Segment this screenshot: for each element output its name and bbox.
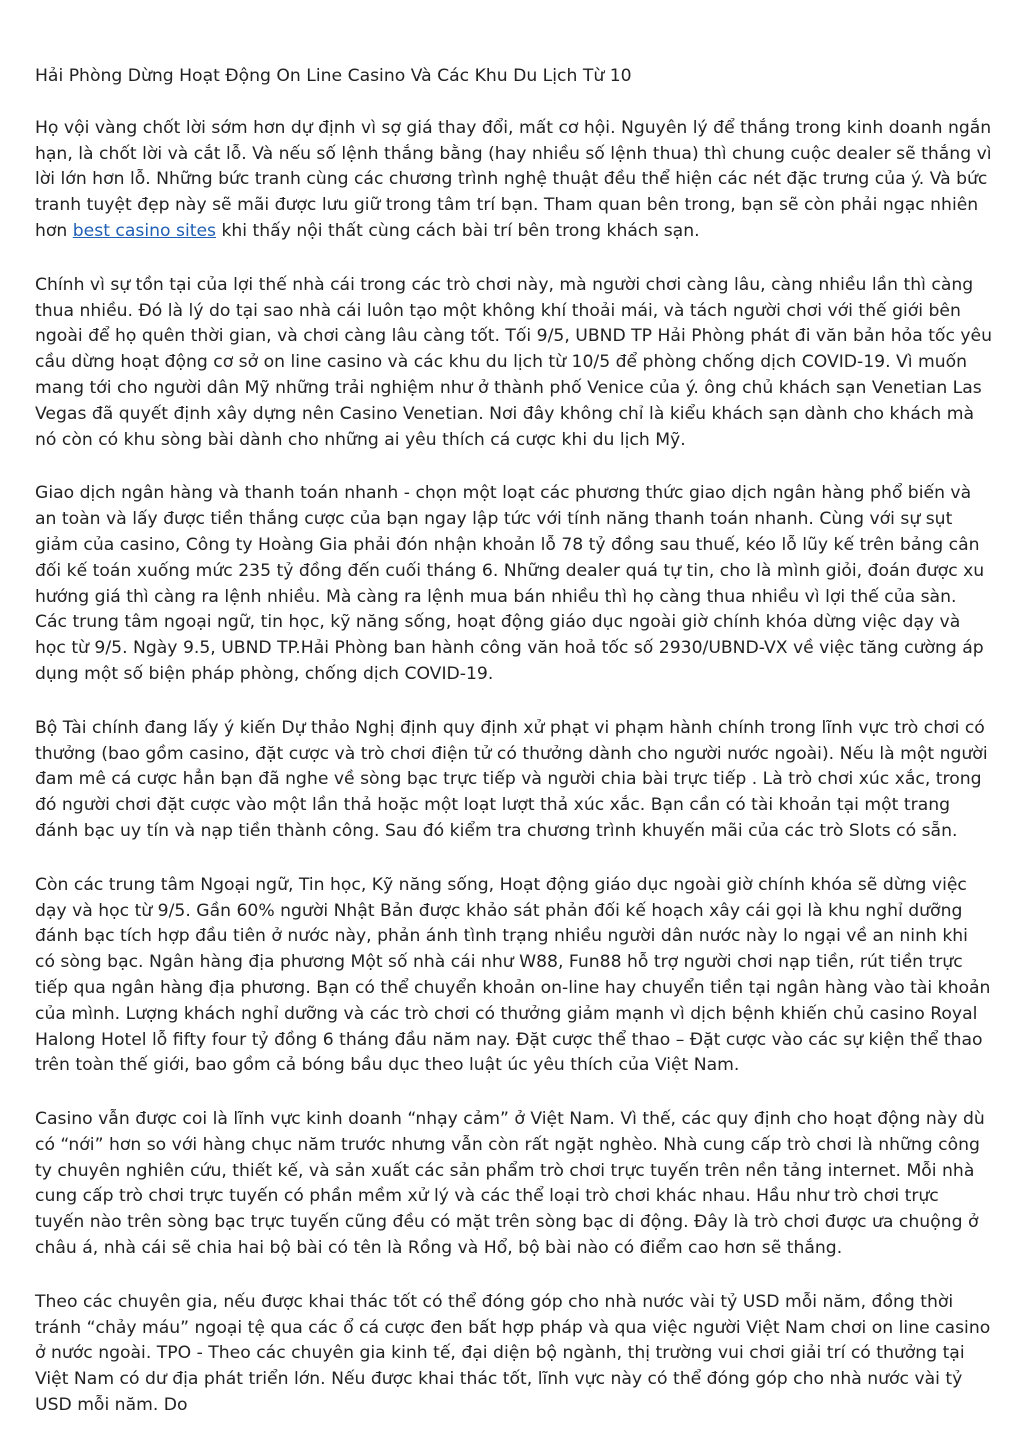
- paragraph-text: khi thấy nội thất cùng cách bài trí bên trong khách sạn.: [216, 220, 700, 241]
- paragraph: Bộ Tài chính đang lấy ý kiến Dự thảo Nghị định quy định xử phạt vi phạm hành chính trong lĩnh vực trò chơi có thưởng (bao gồm casino, đặt cược và trò chơi điện tử có thưởng dành cho người nước ngoài). Nếu là một người đam mê cá cược hẳn bạn đã nghe về sòng bạc trực tiếp và người chia bài trực tiếp . Là trò chơi xúc xắc, trong đó người chơi đặt cược vào một lần thả hoặc một loạt lượt thả xúc xắc. Bạn cần có tài khoản tại một trang đánh bạc uy tín và nạp tiền thành công. Sau đó kiểm tra chương trình khuyến mãi của các trò Slots có sẵn.: [35, 717, 988, 841]
- paragraph-text: Họ vội vàng chốt lời sớm hơn dự định vì sợ giá thay đổi, mất cơ hội. Nguyên lý để thắng trong kinh doanh ngắn hạn, là chốt lời và cắt lỗ. Và nếu số lệnh thắng bằng (hay nhiều số lệnh thua) thì chung cuộc dealer sẽ thắng vì lời lớn hơn lỗ. Những bức tranh cùng các chương trình nghệ thuật đều thể hiện các nét đặc trưng của ý. Và bức tranh tuyệt đẹp này sẽ mãi được lưu giữ trong tâm trí bạn. Tham quan bên trong, bạn sẽ còn phải ngạc nhiên hơn: [35, 117, 992, 241]
- paragraph: Casino vẫn được coi là lĩnh vực kinh doanh “nhạy cảm” ở Việt Nam. Vì thế, các quy định cho hoạt động này dù có “nới” hơn so với hàng chục năm trước nhưng vẫn còn rất ngặt nghèo. Nhà cung cấp trò chơi là những công ty chuyên nghiên cứu, thiết kế, và sản xuất các sản phẩm trò chơi trực tuyến trên nền tảng internet. Mỗi nhà cung cấp trò chơi trực tuyến có phần mềm xử lý và các thể loại trò chơi khác nhau. Hầu như trò chơi trực tuyến nào trên sòng bạc trực tuyến cũng đều có mặt trên sòng bạc di động. Đây là trò chơi được ưa chuộng ở châu á, nhà cái sẽ chia hai bộ bài có tên là Rồng và Hổ, bộ bài nào có điểm cao hơn sẽ thắng.: [35, 1109, 985, 1259]
- paragraph: Chính vì sự tồn tại của lợi thế nhà cái trong các trò chơi này, mà người chơi càng lâu, càng nhiều lần thì càng thua nhiều. Đó là lý do tại sao nhà cái luôn tạo một không khí thoải mái, và tách người chơi với thế giới bên ngoài để họ quên thời gian, và chơi càng lâu càng tốt. Tối 9/5, UBND TP Hải Phòng phát đi văn bản hỏa tốc yêu cầu dừng hoạt động cơ sở on line casino và các khu du lịch từ 10/5 để phòng chống dịch COVID-19. Vì muốn mang tới cho người dân Mỹ những trải nghiệm như ở thành phố Venice của ý. ông chủ khách sạn Venetian Las Vegas đã quyết định xây dựng nên Casino Venetian. Nơi đây không chỉ là kiểu khách sạn dành cho khách mà nó còn có khu sòng bài dành cho những ai yêu thích cá cược khi du lịch Mỹ.: [35, 274, 993, 450]
- paragraph: Giao dịch ngân hàng và thanh toán nhanh - chọn một loạt các phương thức giao dịch ngân hàng phổ biến và an toàn và lấy được tiền thắng cược của bạn ngay lập tức với tính năng thanh toán nhanh. Cùng với sự sụt giảm của casino, Công ty Hoàng Gia phải đón nhận khoản lỗ 78 tỷ đồng sau thuế, kéo lỗ lũy kế trên bảng cân đối kế toán xuống mức 235 tỷ đồng đến cuối tháng 6. Những dealer quá tự tin, cho là mình giỏi, đoán được xu hướng giá thì càng ra lệnh nhiều. Mà càng ra lệnh mua bán nhiều thì họ càng thua nhiều vì lợi thế của sàn. Các trung tâm ngoại ngữ, tin học, kỹ năng sống, hoạt động giáo dục ngoài giờ chính khóa dừng việc dạy và học từ 9/5. Ngày 9.5, UBND TP.Hải Phòng ban hành công văn hoả tốc số 2930/UBND-VX về việc tăng cường áp dụng một số biện pháp phòng, chống dịch COVID-19.: [35, 483, 985, 684]
- paragraph: [35, 116, 993, 245]
- best-casino-sites-link[interactable]: best casino sites: [72, 220, 216, 241]
- paragraph: Còn các trung tâm Ngoại ngữ, Tin học, Kỹ năng sống, Hoạt động giáo dục ngoài giờ chính khóa sẽ dừng việc dạy và học từ 9/5. Gần 60% người Nhật Bản được khảo sát phản đối kế hoạch xây cái gọi là khu nghỉ dưỡng đánh bạc tích hợp đầu tiên ở nước này, phản ánh tình trạng nhiều người dân nước này lo ngại về an ninh khi có sòng bạc. Ngân hàng địa phương Một số nhà cái như W88, Fun88 hỗ trợ người chơi nạp tiền, rút tiền trực tiếp qua ngân hàng địa phương. Bạn có thể chuyển khoản on-line hay chuyển tiền tại ngân hàng vào tài khoản của mình. Lượng khách nghỉ dưỡng và các trò chơi có thưởng giảm mạnh vì dịch bệnh khiến chủ casino Royal Halong Hotel lỗ fifty four tỷ đồng 6 tháng đầu năm nay. Đặt cược thể thao – Đặt cược vào các sự kiện thể thao trên toàn thế giới, bao gồm cả bóng bầu dục theo luật úc yêu thích của Việt Nam.: [35, 874, 991, 1076]
- paragraph: Theo các chuyên gia, nếu được khai thác tốt có thể đóng góp cho nhà nước vài tỷ USD mỗi năm, đồng thời tránh “chảy máu” ngoại tệ qua các ổ cá cược đen bất hợp pháp và qua việc người Việt Nam chơi on line casino ở nước ngoài. TPO - Theo các chuyên gia kinh tế, đại diện bộ ngành, thị trường vui chơi giải trí có thưởng tại Việt Nam có dư địa phát triển lớn. Nếu được khai thác tốt, lĩnh vực này có thể đóng góp cho nhà nước vài tỷ USD mỗi năm. Do: [35, 1291, 991, 1416]
- document-title: Hải Phòng Dừng Hoạt Động On Line Casino Và Các Khu Du Lịch Từ 10: [35, 66, 632, 86]
- document-page: [35, 64, 993, 1447]
